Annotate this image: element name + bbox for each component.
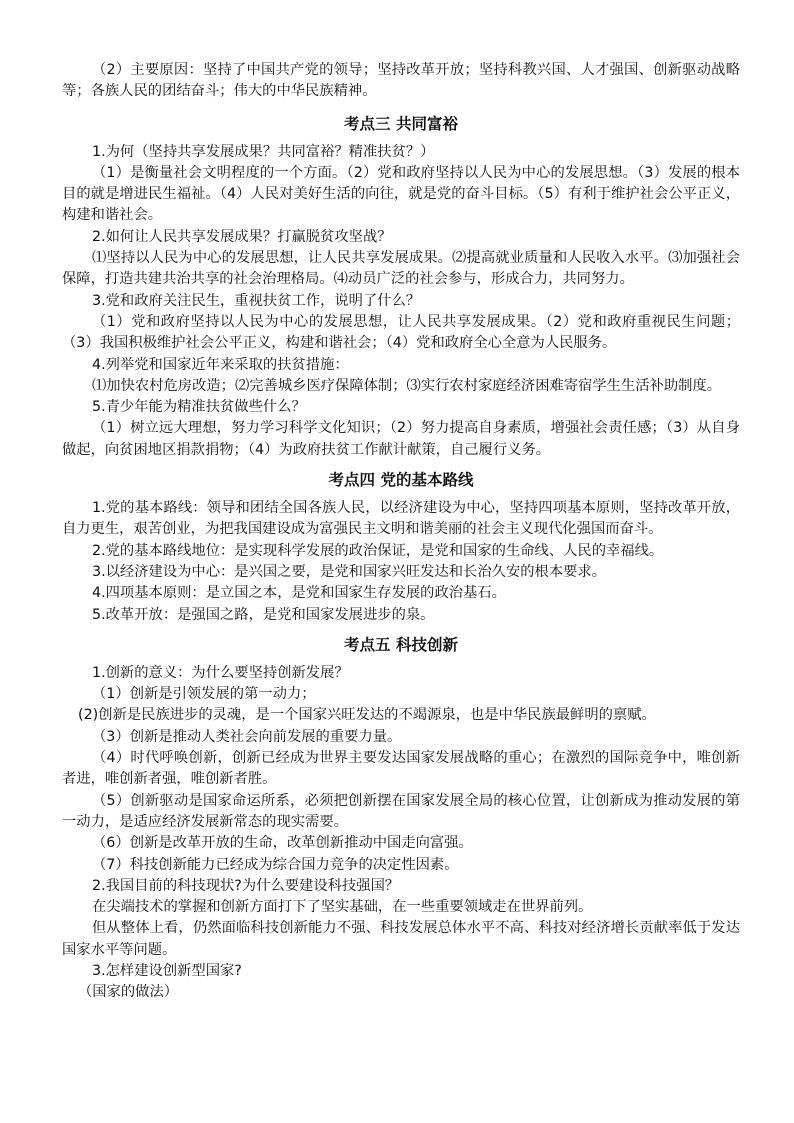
section5-q2: 2.我国目前的科技现状?为什么要建设科技强国？ (92, 877, 400, 894)
section3-a1: （1）是衡量社会文明程度的一个方面。（2）党和政府坚持以人民为中心的发展思想。（3）发展的根本目的就是增进民生福祉。（4）人民对美好生活的向往，就是党的奋斗目标。（5）有利于维护社会公平正义，构建和谐社会。 (62, 164, 740, 224)
section4-item3: 3.以经济建设为中心：是兴国之要，是党和国家兴旺发达和长治久安的根本要求。 (92, 563, 607, 580)
section5-point7: （7）科技创新能力已经成为综合国力竞争的决定性因素。 (92, 856, 459, 873)
section2-reason-paragraph: （2）主要原因：坚持了中国共产党的领导；坚持改革开放；坚持科教兴国、人才强国、创新驱动战略等；各族人民的团结奋斗；伟大的中华民族精神。 (62, 62, 740, 100)
section3-q5: 5.青少年能为精准扶贫做些什么？ (92, 399, 306, 416)
section3-a2: ⑴坚持以人民为中心的发展思想，让人民共享发展成果。⑵提高就业质量和人民收入水平。⑶加强社会保障，打造共建共治共享的社会治理格局。⑷动员广泛的社会参与，形成合力，共同努力。 (62, 250, 740, 288)
section5-heading: 考点五 科技创新 (344, 635, 458, 654)
section5-point3: （3）创新是推动人类社会向前发展的重要力量。 (92, 728, 402, 745)
section5-point6: （6）创新是改革开放的生命，改革创新推动中国走向富强。 (92, 835, 473, 852)
section5-point4: （4）时代呼唤创新，创新已经成为世界主要发达国家发展战略的重心；在激烈的国际竞争中，唯创新者进，唯创新者强，唯创新者胜。 (62, 750, 740, 788)
section5-a2-part2: 但从整体上看，仍然面临科技创新能力不强、科技发展总体水平不高、科技对经济增长贡献率低于发达国家水平等问题。 (62, 920, 740, 958)
section5-point5: （5）创新驱动是国家命运所系，必须把创新摆在国家发展全局的核心位置，让创新成为推动发展的第一动力，是适应经济发展新常态的现实需要。 (62, 792, 740, 830)
section3-a3: （1）党和政府坚持以人民为中心的发展思想，让人民共享发展成果。（2）党和政府重视民生问题；（3）我国积极维护社会公平正义，构建和谐社会；（4）党和政府全心全意为人民服务。 (62, 313, 740, 352)
document-page (62, 60, 740, 1004)
section3-q3: 3.党和政府关注民生，重视扶贫工作，说明了什么？ (92, 292, 421, 309)
section5-a2-part1: 在尖端技术的掌握和创新方面打下了坚实基础，在一些重要领域走在世界前列。 (92, 899, 593, 916)
section3-a4: ⑴加快农村危房改造；⑵完善城乡医疗保障体制；⑶实行农村家庭经济困难寄宿学生生活补助制度。 (92, 377, 722, 394)
section5-point2: (2)创新是民族进步的灵魂，是一个国家兴旺发达的不竭源泉，也是中华民族最鲜明的禀赋。 (78, 707, 656, 724)
section3-heading: 考点三 共同富裕 (344, 114, 458, 133)
section3-q1: 1.为何（坚持共享发展成果？共同富裕？精准扶贫？） (92, 143, 435, 160)
section5-a3-intro: （国家的做法） (78, 984, 179, 1001)
section4-item1: 1.党的基本路线：领导和团结全国各族人民，以经济建设为中心，坚持四项基本原则，坚持改革开放，自力更生，艰苦创业，为把我国建设成为富强民主文明和谐美丽的社会主义现代化强国而奋斗。 (62, 500, 740, 538)
section5-q1: 1.创新的意义：为什么要坚持创新发展？ (92, 664, 349, 681)
section3-q2: 2.如何让人民共享发展成果？打赢脱贫攻坚战？ (92, 228, 392, 245)
section4-item2: 2.党的基本路线地位：是实现科学发展的政治保证，是党和国家的生命线、人民的幸福线。 (92, 542, 664, 559)
section3-q4: 4.列举党和国家近年来采取的扶贫措施： (92, 356, 349, 373)
section4-item5: 5.改革开放：是强国之路，是党和国家发展进步的泉。 (92, 606, 435, 623)
section5-q3: 3.怎样建设创新型国家? (92, 962, 242, 979)
section3-a5: （1）树立远大理想，努力学习科学文化知识；（2）努力提高自身素质，增强社会责任感；（3）从自身做起，向贫困地区捐款捐物；（4）为政府扶贫工作献计献策，自己履行义务。 (62, 420, 740, 458)
section5-point1: （1）创新是引领发展的第一动力； (92, 686, 316, 703)
section4-item4: 4.四项基本原则：是立国之本，是党和国家生存发展的政治基石。 (92, 585, 506, 602)
section4-heading: 考点四 党的基本路线 (328, 471, 474, 490)
